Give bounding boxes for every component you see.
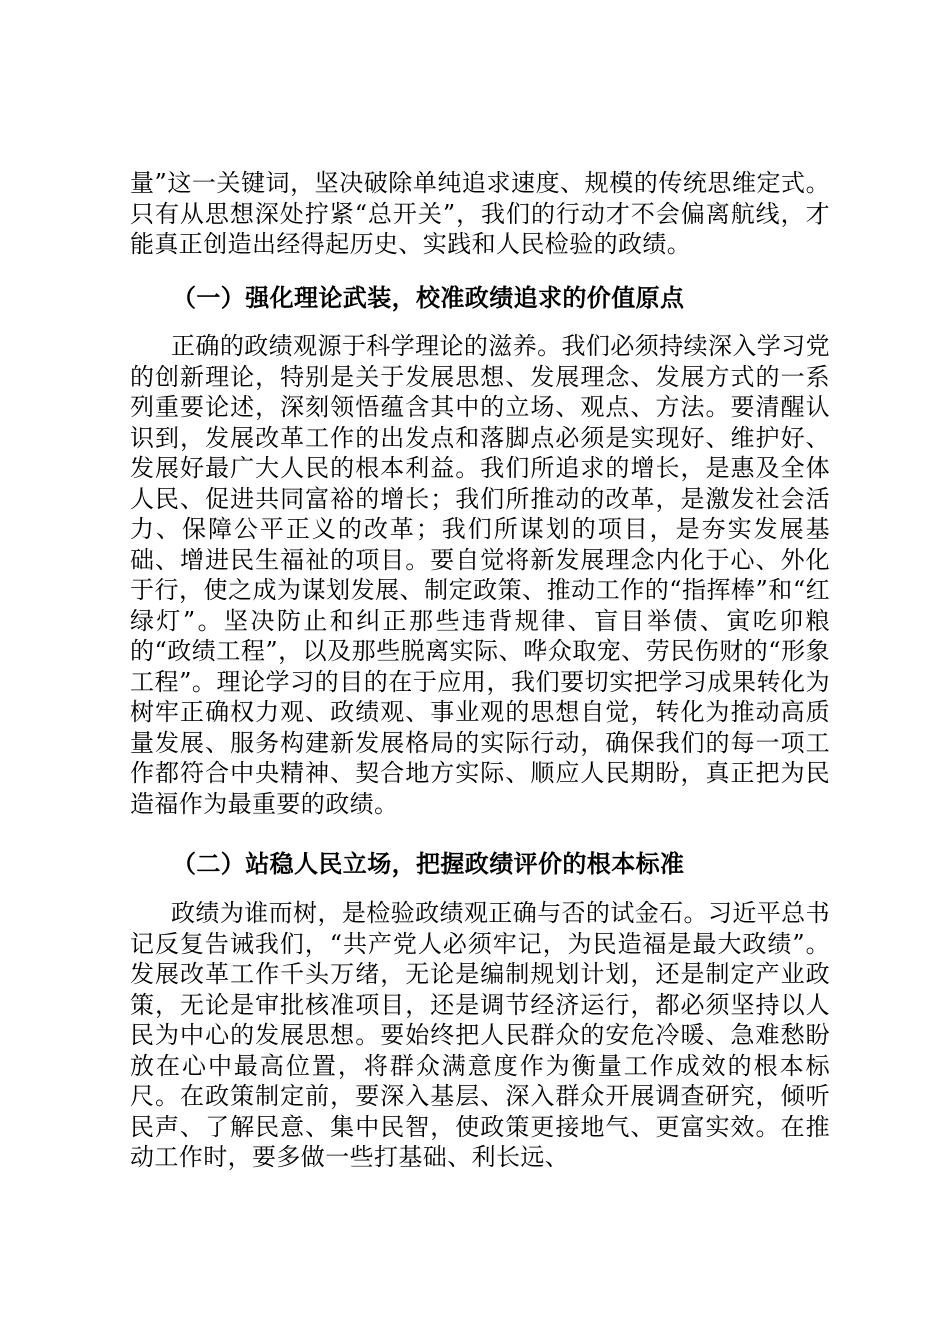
section-body-2: 政绩为谁而树，是检验政绩观正确与否的试金石。习近平总书记反复告诫我们，“共产党人必须牢记，为民造福是最大政绩”。发展改革工作千头万绪，无论是编制规划计划，还是制定产业政策，无论是审批核准项目，还是调节经济运行，都必须坚持以人民为中心的发展思想。要始终把人民群众的安危冷暖、急难愁盼放在心中最高位置，将群众满意度作为衡量工作成效的根本标尺。在政策制定前，要深入基层、深入群众开展调查研究，倾听民声、了解民意、集中民智，使政策更接地气、更富实效。在推动工作时，要多做一些打基础、利长远、 [130,899,830,1171]
section-body-1: 正确的政绩观源于科学理论的滋养。我们必须持续深入学习党的创新理论，特别是关于发展思想、发展理念、发展方式的一系列重要论述，深刻领悟蕴含其中的立场、观点、方法。要清醒认识到，发展改革工作的出发点和落脚点必须是实现好、维护好、发展好最广大人民的根本利益。我们所追求的增长，是惠及全体人民、促进共同富裕的增长；我们所推动的改革，是激发社会活力、保障公平正义的改革；我们所谋划的项目，是夯实发展基础、增进民生福祉的项目。要自觉将新发展理念内化于心、外化于行，使之成为谋划发展、制定政策、推动工作的“指挥棒”和“红绿灯”。坚决防止和纠正那些违背规律、盲目举债、寅吃卯粮的“政绩工程”，以及那些脱离实际、哗众取宠、劳民伤财的“形象工程”。理论学习的目的在于应用，我们要切实把学习成果转化为树牢正确权力观、政绩观、事业观的思想自觉，转化为推动高质量发展、服务构建新发展格局的实际行动，确保我们的每一项工作都符合中央精神、契合地方实际、顺应人民期盼，真正把为民造福作为最重要的政绩。 [130,332,830,818]
section-heading-1: （一）强化理论武装，校准政绩追求的价值原点 [172,284,685,312]
section-heading-2: （二）站稳人民立场，把握政绩评价的根本标准 [172,850,685,878]
paragraph-continuation: 量”这一关键词，坚决破除单纯追求速度、规模的传统思维定式。只有从思想深处拧紧“总开关”，我们的行动才不会偏离航线，才能真正创造出经得起历史、实践和人民检验的政绩。 [130,169,830,258]
